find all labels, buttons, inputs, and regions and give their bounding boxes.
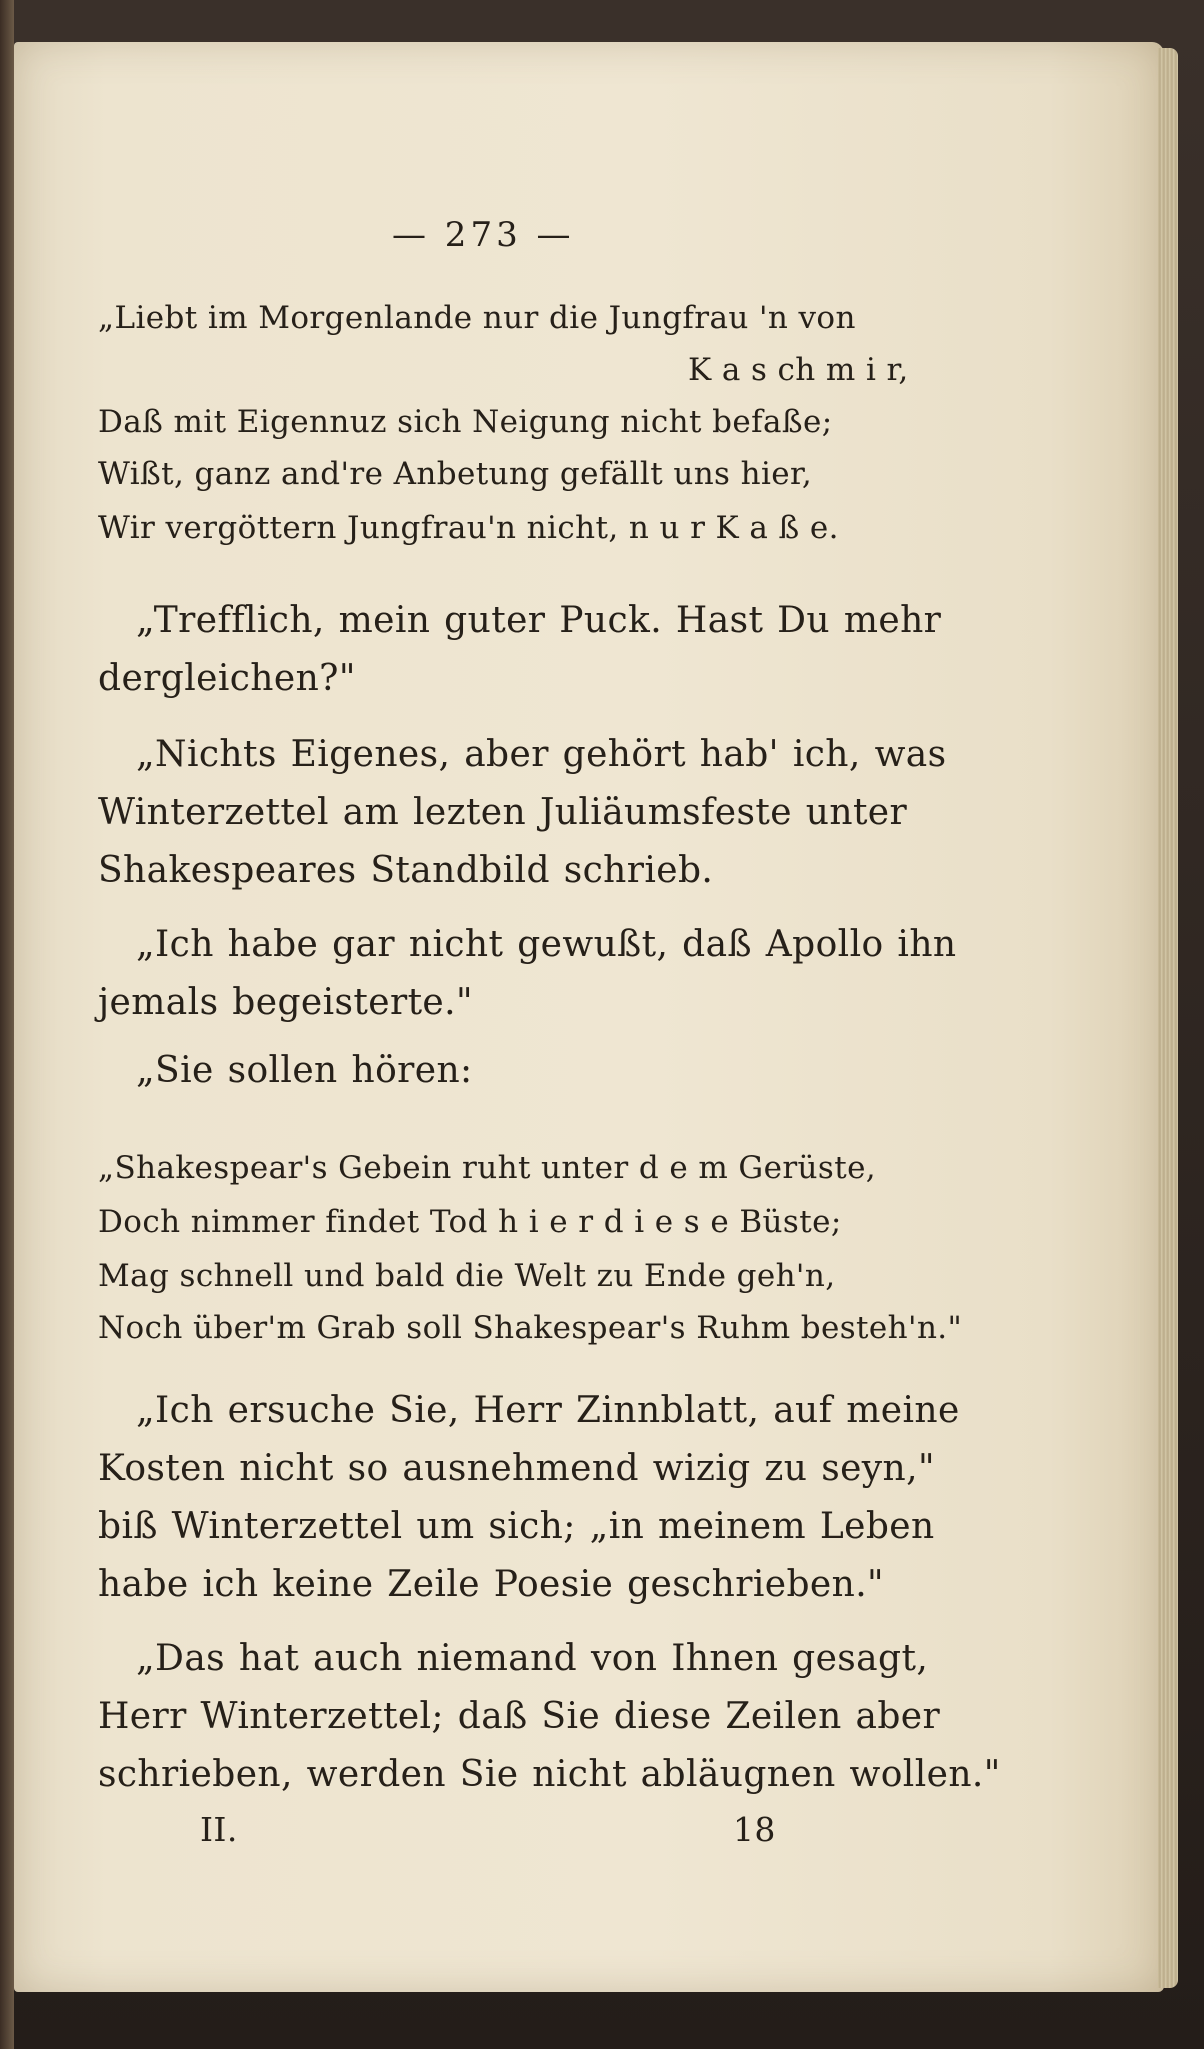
poem-line: Wißt, ganz and're Anbetung gefällt uns hier, (98, 456, 813, 492)
paragraph-line: habe ich keine Zeile Poesie geschrieben." (98, 1564, 885, 1605)
book-binding (0, 0, 14, 2049)
poem-line: „Liebt im Morgenlande nur die Jungfrau 'n von (98, 300, 856, 336)
paragraph-line: „Sie sollen hören: (136, 1050, 473, 1091)
paragraph-line: Kosten nicht so ausnehmend wizig zu seyn," (98, 1448, 935, 1489)
page-edge (1158, 48, 1178, 1988)
paragraph-line: jemals begeisterte." (98, 982, 473, 1023)
paragraph-line: Shakespeares Standbild schrieb. (98, 850, 714, 891)
folio-number: 18 (733, 1810, 776, 1849)
paragraph-line: biß Winterzettel um sich; „in meinem Leben (98, 1506, 935, 1547)
paragraph-line: schrieben, werden Sie nicht abläugnen wollen." (98, 1754, 1001, 1795)
page-number: — 273 — (392, 215, 575, 255)
paragraph-line: „Trefflich, mein guter Puck. Hast Du mehr (136, 600, 942, 641)
poem-line: Wir vergöttern Jungfrau'n nicht, n u r K a ß e. (98, 510, 839, 546)
paragraph-line: dergleichen?" (98, 658, 356, 699)
poem-line: Mag schnell und bald die Welt zu Ende geh'n, (98, 1258, 836, 1294)
paragraph-line: „Ich ersuche Sie, Herr Zinnblatt, auf meine (136, 1390, 960, 1431)
paragraph-line: „Ich habe gar nicht gewußt, daß Apollo ihn (136, 924, 957, 965)
poem-line: „Shakespear's Gebein ruht unter d e m Gerüste, (98, 1150, 877, 1186)
poem-line: Daß mit Eigennuz sich Neigung nicht befaße; (98, 404, 833, 440)
poem-line: K a s ch m i r, (688, 352, 909, 388)
signature-mark: II. (200, 1810, 238, 1849)
paragraph-line: „Nichts Eigenes, aber gehört hab' ich, was (136, 734, 947, 775)
paragraph-line: „Das hat auch niemand von Ihnen gesagt, (136, 1638, 929, 1679)
poem-line: Doch nimmer findet Tod h i e r d i e s e Büste; (98, 1204, 842, 1240)
poem-line: Noch über'm Grab soll Shakespear's Ruhm besteh'n." (98, 1310, 963, 1346)
paragraph-line: Herr Winterzettel; daß Sie diese Zeilen aber (98, 1696, 941, 1737)
paragraph-line: Winterzettel am lezten Juliäumsfeste unter (98, 792, 908, 833)
